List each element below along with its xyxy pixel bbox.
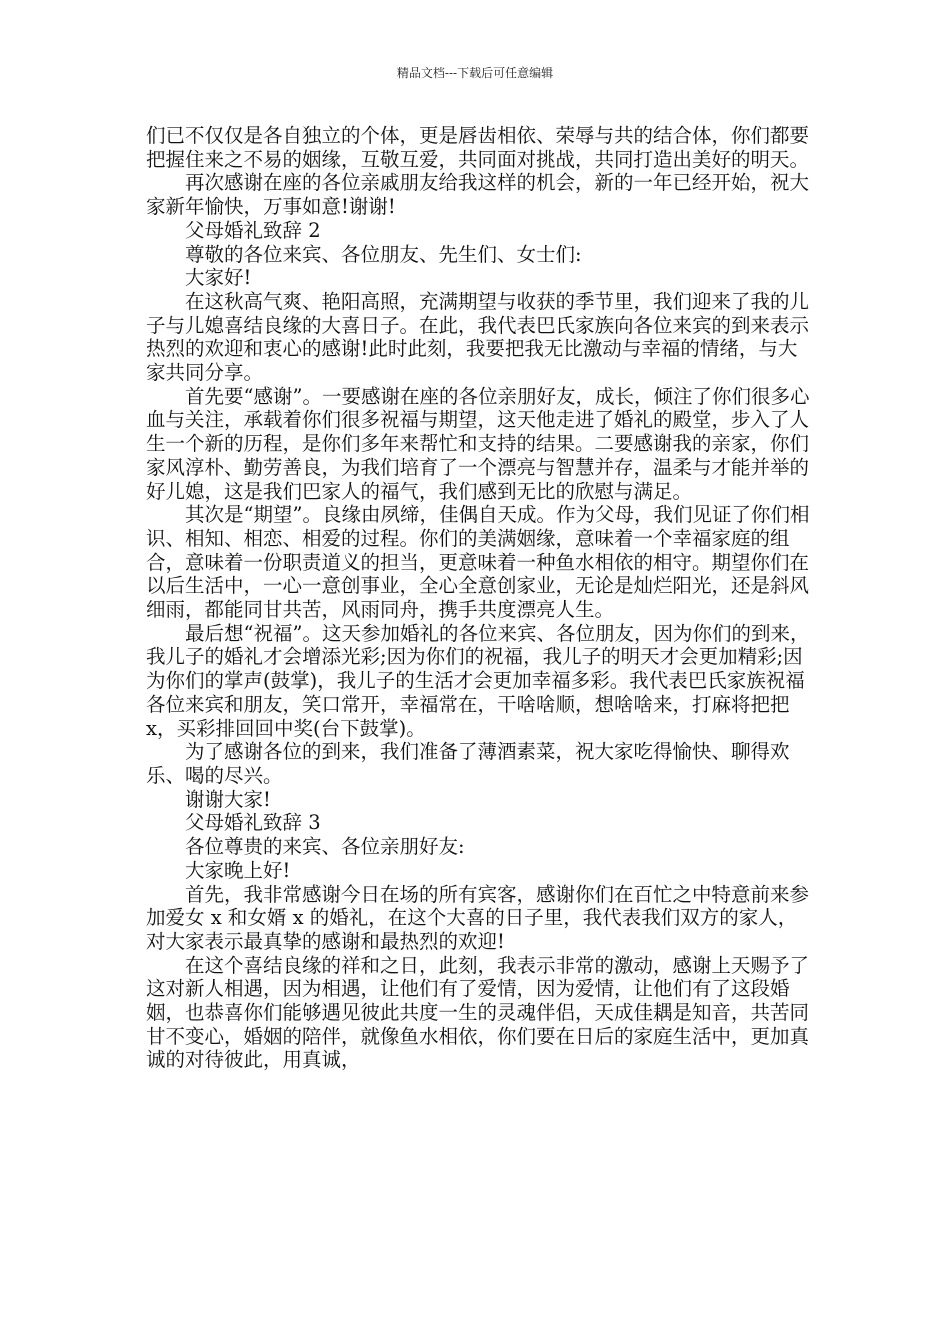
closing: 谢谢大家! [185,787,271,811]
greeting: 大家好! [185,266,252,290]
paragraph: 再次感谢在座的各位亲戚朋友给我这样的机会，新的一年已经开始，祝大家新年愉快，万事如意!谢谢! [146,171,810,219]
paragraph: 首先，我非常感谢今日在场的所有宾客，感谢你们在百忙之中特意前来参加爱女 x 和女婿 x 的婚礼，在这个大喜的日子里，我代表我们双方的家人，对大家表示最真挚的感谢和最热烈的欢迎! [146,882,810,953]
greeting: 大家晚上好! [185,858,291,882]
salutation: 各位尊贵的来宾、各位亲朋好友: [185,835,465,859]
paragraph: 最后想“祝福”。这天参加婚礼的各位来宾、各位朋友，因为你们的到来，我儿子的婚礼才会增添光彩;因为你们的祝福，我儿子的明天才会更加精彩;因为你们的掌声(鼓掌)，我儿子的生活才会更加幸福多彩。我代表巴氏家族祝福各位来宾和朋友，笑口常开，幸福常在，干啥啥顺，想啥啥来，打麻将把把 x，买彩排回回中奖(台下鼓掌)。 [146,621,810,740]
salutation: 尊敬的各位来宾、各位朋友、先生们、女士们: [185,242,582,266]
paragraph: 为了感谢各位的到来，我们准备了薄酒素菜，祝大家吃得愉快、聊得欢乐、喝的尽兴。 [146,740,790,787]
paragraph: 首先要“感谢”。一要感谢在座的各位亲朋好友，成长，倾注了你们很多心血与关注，承载着你们很多祝福与期望，这天他走进了婚礼的殿堂，步入了人生一个新的历程，是你们多年来帮忙和支持的结果。二要感谢我的亲家，你们家风淳朴、勤劳善良，为我们培育了一个漂亮与智慧并存，温柔与才能并举的好儿媳，这是我们巴家人的福气，我们感到无比的欣慰与满足。 [146,384,810,503]
page-header: 精品文档---下载后可任意编辑 [396,66,554,80]
document-body [146,124,816,1072]
paragraph: 在这个喜结良缘的祥和之日，此刻，我表示非常的激动，感谢上天赐予了这对新人相遇，因为相遇，让他们有了爱情，因为爱情，让他们有了这段婚姻，也恭喜你们能够遇见彼此共度一生的灵魂伴侣，天成佳耦是知音，共苦同甘不变心，婚姻的陪伴，就像鱼水相依，你们要在日后的家庭生活中，更加真诚的对待彼此，用真诚， [146,953,810,1072]
paragraph: 在这秋高气爽、艳阳高照，充满期望与收获的季节里，我们迎来了我的儿子与儿媳喜结良缘的大喜日子。在此，我代表巴氏家族向各位来宾的到来表示热烈的欢迎和衷心的感谢!此时此刻，我要把我无比激动与幸福的情绪，与大家共同分享。 [146,289,810,385]
paragraph: 们已不仅仅是各自独立的个体，更是唇齿相依、荣辱与共的结合体，你们都要把握住来之不易的姻缘，互敬互爱，共同面对挑战，共同打造出美好的明天。 [146,124,810,171]
paragraph: 其次是“期望”。良缘由夙缔，佳偶自天成。作为父母，我们见证了你们相识、相知、相恋、相爱的过程。你们的美满姻缘，意味着一个幸福家庭的组合，意味着一份职责道义的担当，更意味着一种鱼水相依的相守。期望你们在以后生活中，一心一意创事业，全心全意创家业，无论是灿烂阳光，还是斜风细雨，都能同甘共苦，风雨同舟，携手共度漂亮人生。 [146,503,810,622]
section-heading: 父母婚礼致辞 3 [185,811,321,835]
section-heading: 父母婚礼致辞 2 [185,218,321,242]
